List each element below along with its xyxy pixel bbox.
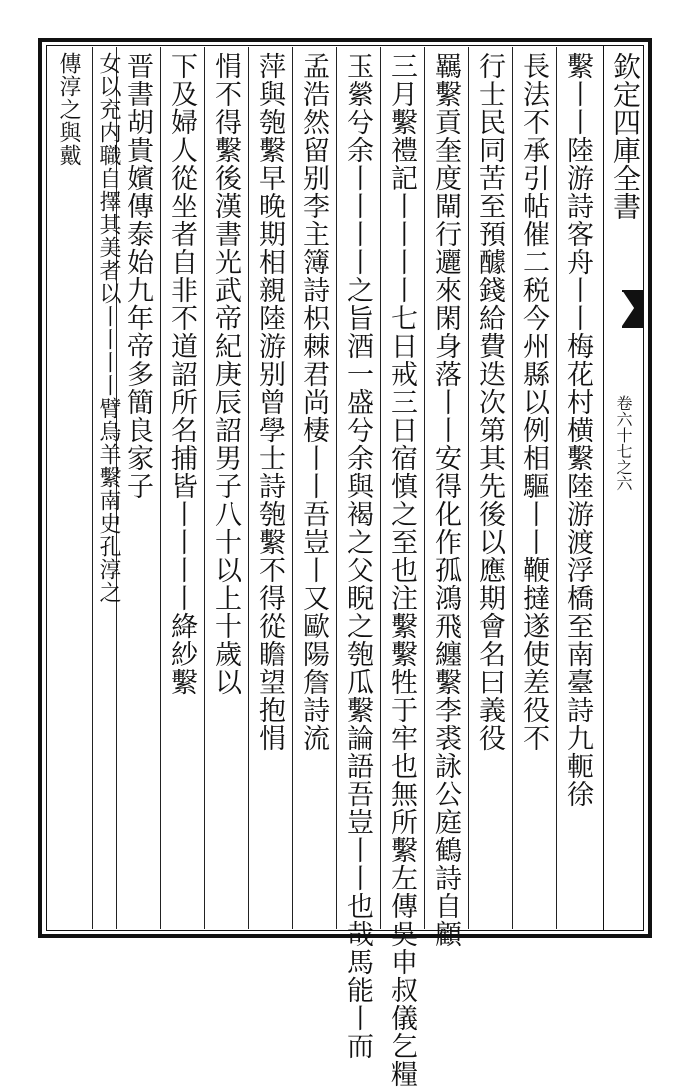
fold-divider bbox=[622, 290, 644, 292]
column-rule bbox=[204, 47, 205, 929]
text-column: 長法不承引帖催二税今州縣以例相驅丨丨鞭撻遂使差役不 bbox=[518, 52, 549, 752]
column-rule bbox=[468, 47, 469, 929]
column-rule bbox=[336, 47, 337, 929]
column-rule bbox=[424, 47, 425, 929]
text-column: 孟浩然留别李主簿詩枳棘君尚棲丨丨吾豈丨又歐陽詹詩流 bbox=[298, 52, 329, 752]
column-rule bbox=[248, 47, 249, 929]
text-column: 行士民同苦至預醵錢給費迭次第其先後以應期會名曰義役 bbox=[474, 52, 505, 752]
column-rule bbox=[160, 47, 161, 929]
fold-divider bbox=[622, 326, 644, 328]
text-column: 玉縈兮余丨丨丨丨之旨酒一盛兮余與褐之父睨之匏瓜繫論語吾豈丨丨也哉馬能丨而 bbox=[342, 52, 373, 1060]
text-column: 下及婦人從坐者自非不道詔所名捕皆丨丨丨丨絳紗繫 bbox=[166, 52, 197, 696]
text-column: 萍與匏繫早晚期相親陸游别曾學士詩匏繫不得從瞻望抱悁 bbox=[254, 52, 285, 752]
column-rule bbox=[92, 47, 93, 929]
column-rule bbox=[556, 47, 557, 929]
text-column: 傳淳之與戴 bbox=[56, 52, 81, 167]
text-column: 羈繫貢奎度閘行邐來閑身落丨丨安得化作孤鴻飛纏繫李裘詠公庭鶴詩自顧 bbox=[430, 52, 461, 948]
margin-juan: 卷六十七之六 bbox=[614, 395, 633, 491]
text-column: 女以充内職自擇其美者以丨丨丨丨臂烏羊繫南史孔淳之 bbox=[96, 52, 121, 604]
margin-title: 欽定四庫全書 bbox=[609, 52, 642, 220]
text-column: 悁不得繫後漢書光武帝紀庚辰詔男子八十以上十歲以 bbox=[210, 52, 241, 696]
column-rule bbox=[512, 47, 513, 929]
column-rule bbox=[292, 47, 293, 929]
column-rule bbox=[380, 47, 381, 929]
text-column: 晋書胡貴嬪傳泰始九年帝多簡良家子 bbox=[122, 52, 153, 500]
text-column: 繫丨丨陸游詩客舟丨丨梅花村横繫陸游渡浮橋至南臺詩九軛徐 bbox=[562, 52, 593, 808]
text-column: 三月繫禮記丨丨丨丨七日戒三日宿慎之至也注繫繫牲于牢也無所繫左傳吳申叔儀乞糧 bbox=[386, 52, 417, 1088]
